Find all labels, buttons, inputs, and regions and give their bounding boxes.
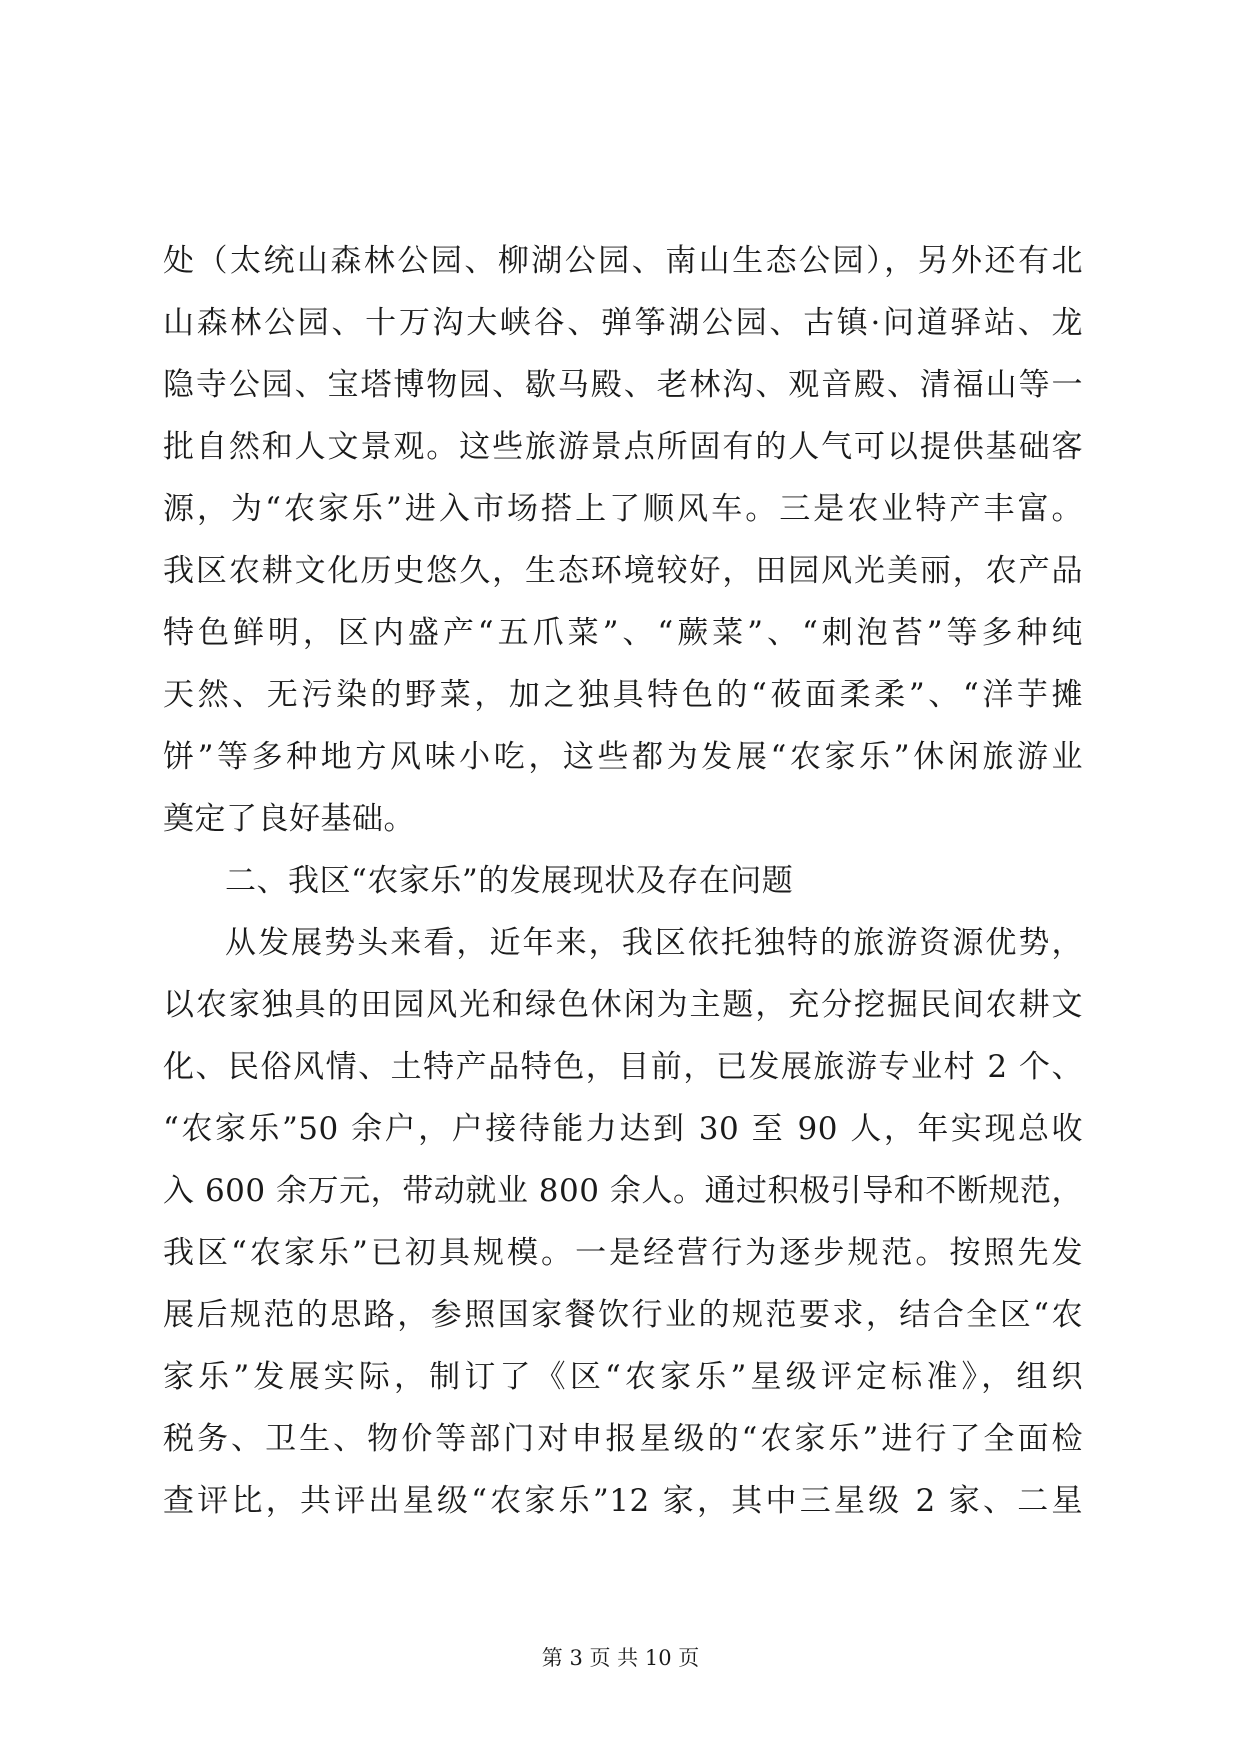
text-line: 入 600 余万元，带动就业 800 余人。通过积极引导和不断规范， [163,1173,1083,1209]
text-line: 批自然和人文景观。这些旅游景点所固有的人气可以提供基础客 [163,429,1083,465]
text-line: 我区“农家乐”已初具规模。一是经营行为逐步规范。按照先发 [163,1235,1083,1271]
paragraph-1 [163,230,1083,850]
section-heading: 二、我区“农家乐”的发展现状及存在问题 [225,863,794,899]
text-line: 我区农耕文化历史悠久，生态环境较好，田园风光美丽，农产品 [163,553,1083,589]
text-line: 奠定了良好基础。 [163,801,415,837]
text-line: 源，为“农家乐”进入市场搭上了顺风车。三是农业特产丰富。 [163,491,1083,527]
text-line: 从发展势头来看，近年来，我区依托独特的旅游资源优势， [225,925,1083,961]
text-line: 展后规范的思路，参照国家餐饮行业的规范要求，结合全区“农 [163,1297,1083,1333]
text-line: “农家乐”50 余户，户接待能力达到 30 至 90 人，年实现总收 [163,1111,1083,1147]
document-body [163,230,1083,1532]
text-line: 山森林公园、十万沟大峡谷、弹筝湖公园、古镇·问道驿站、龙 [163,305,1083,341]
paragraph-2 [163,912,1083,1532]
text-line: 税务、卫生、物价等部门对申报星级的“农家乐”进行了全面检 [163,1421,1083,1457]
text-line: 查评比，共评出星级“农家乐”12 家，其中三星级 2 家、二星 [163,1483,1083,1519]
text-line: 隐寺公园、宝塔博物园、歇马殿、老林沟、观音殿、清福山等一 [163,367,1083,403]
text-line: 化、民俗风情、土特产品特色，目前，已发展旅游专业村 2 个、 [163,1049,1083,1085]
text-line: 天然、无污染的野菜，加之独具特色的“莜面柔柔”、“洋芋摊 [163,677,1083,713]
text-line: 特色鲜明，区内盛产“五爪菜”、“蕨菜”、“刺泡苔”等多种纯 [163,615,1083,651]
page-number-footer: 第 3 页 共 10 页 [541,1646,700,1670]
text-line: 处（太统山森林公园、柳湖公园、南山生态公园），另外还有北 [163,243,1083,279]
text-line: 家乐”发展实际，制订了《区“农家乐”星级评定标准》，组织 [163,1359,1083,1395]
text-line: 以农家独具的田园风光和绿色休闲为主题，充分挖掘民间农耕文 [163,987,1083,1023]
text-line: 饼”等多种地方风味小吃，这些都为发展“农家乐”休闲旅游业 [163,739,1083,775]
